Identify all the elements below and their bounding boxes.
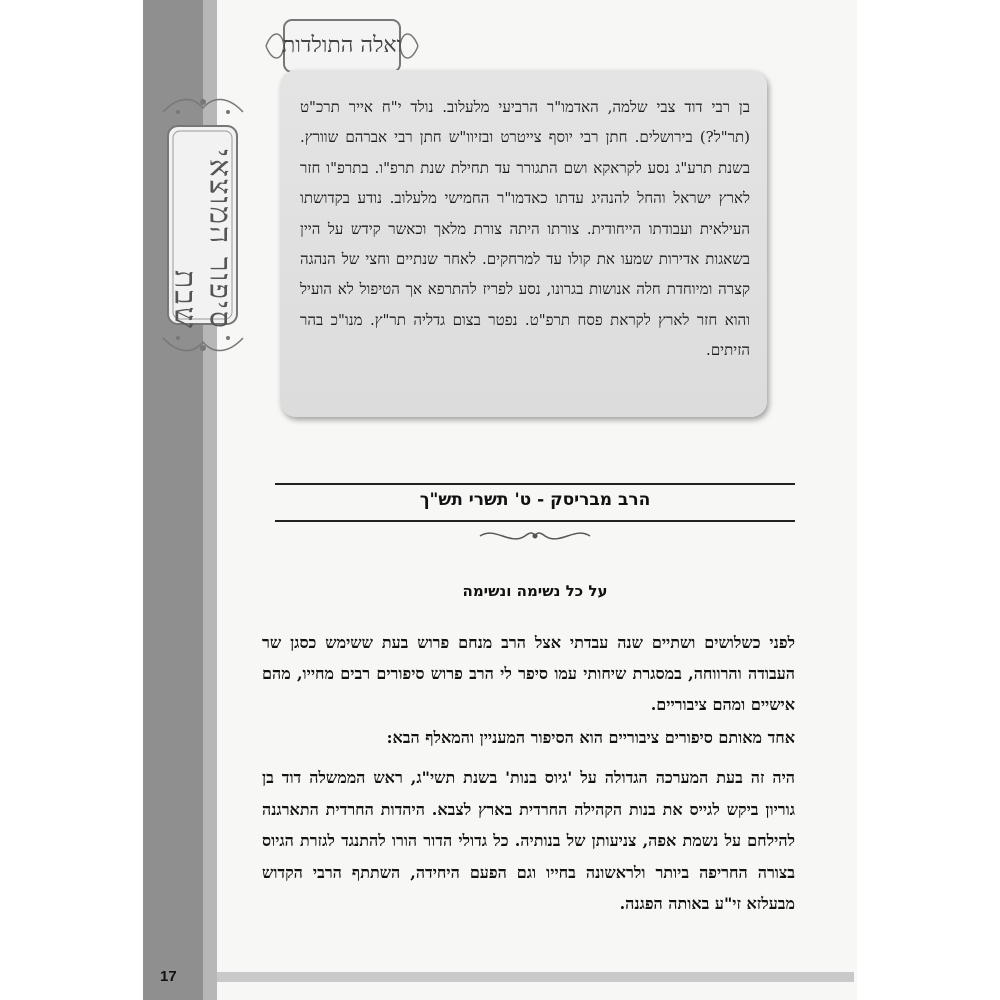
- footer-rule: [217, 972, 854, 982]
- article-subheading: על כל נשימה ונשימה: [462, 582, 608, 600]
- bio-text: בן רבי דוד צבי שלמה, האדמו"ר הרביעי מלעלוב. נולד י"ח אייר תרכ"ט (תר"ל?) בירושלים. חתן רבי יוסף צייטרט ובזיוו"ש חתן רבי אברהם שוורץ. בשנת תרע"ג נסע לקראקא ושם התגורר עד תחילת שנת תרפ"ו. בתרפ"ו חזר לארץ ישראל והחל להנהיג עדתו כאדמו"ר החמישי מלעלוב. נודע בקדושתו העילאית ועבודתו הייחודית. צורתו היתה צורת מלאך וכאשר קידש על היין בשאגות אדירות שמעו את קולו עד למרחקים. לאחר שנתיים וחצי של הנהגה קצרה ומיוחדת חלה אנושות בגרונו, נסע לפריז להתרפא אך הטיפול לא הועיל והוא חזר לארץ לקראת פסח תרפ"ט. נפטר בצום גדליה תר"ץ. מנו"כ בהר הזיתים.: [300, 98, 750, 360]
- flourish-top-icon: [158, 92, 248, 120]
- paragraph-3: היה זה בעת המערכה הגדולה על 'גיוס בנות' בשנת תשי"ג, ראש הממשלה דוד בן גוריון ביקש לגייס את בנות הקהילה החרדית בארץ לצבא. היהדות החרדית התארגנה להילחם על נשמת אפה, צניעותן של בנותיה. כל גדולי הדור הורו להתנגד לגזרת הגיוס בצורה החריפה ביותר ולראשונה בחייו וגם הפעם היחידה, השתתף הרבי הקדוש מבעלזא זי"ע באותה הפגנה.: [262, 768, 795, 913]
- heading-rule-top: [275, 483, 795, 485]
- header-label-frame: [262, 16, 422, 76]
- paragraph-1: לפני כשלושים ושתיים שנה עבדתי אצל הרב מנחם פרוש בעת ששימש כסגן שר העבודה והרווחה, במסגרת שיחותי עמו סיפר לי הרב פרוש סיפורים רבים מחייו, מהם אישיים ומהם ציבוריים.: [262, 633, 795, 714]
- header-label: ואלה התולדות: [281, 33, 403, 59]
- heading-rule-bottom: [275, 520, 795, 522]
- page-number: 17: [160, 968, 177, 985]
- paragraph-2: אחד מאותם סיפורים ציבוריים הוא הסיפור המעניין והמאלף הבא:: [386, 728, 795, 747]
- flourish-bottom-icon: [158, 330, 248, 358]
- side-title-frame: [160, 120, 245, 330]
- side-title: סיפור המוצאי שבת: [167, 149, 238, 330]
- heading-flourish-icon: [475, 524, 595, 548]
- article-heading: הרב מבריסק - ט' תשרי תש"ך: [419, 490, 651, 510]
